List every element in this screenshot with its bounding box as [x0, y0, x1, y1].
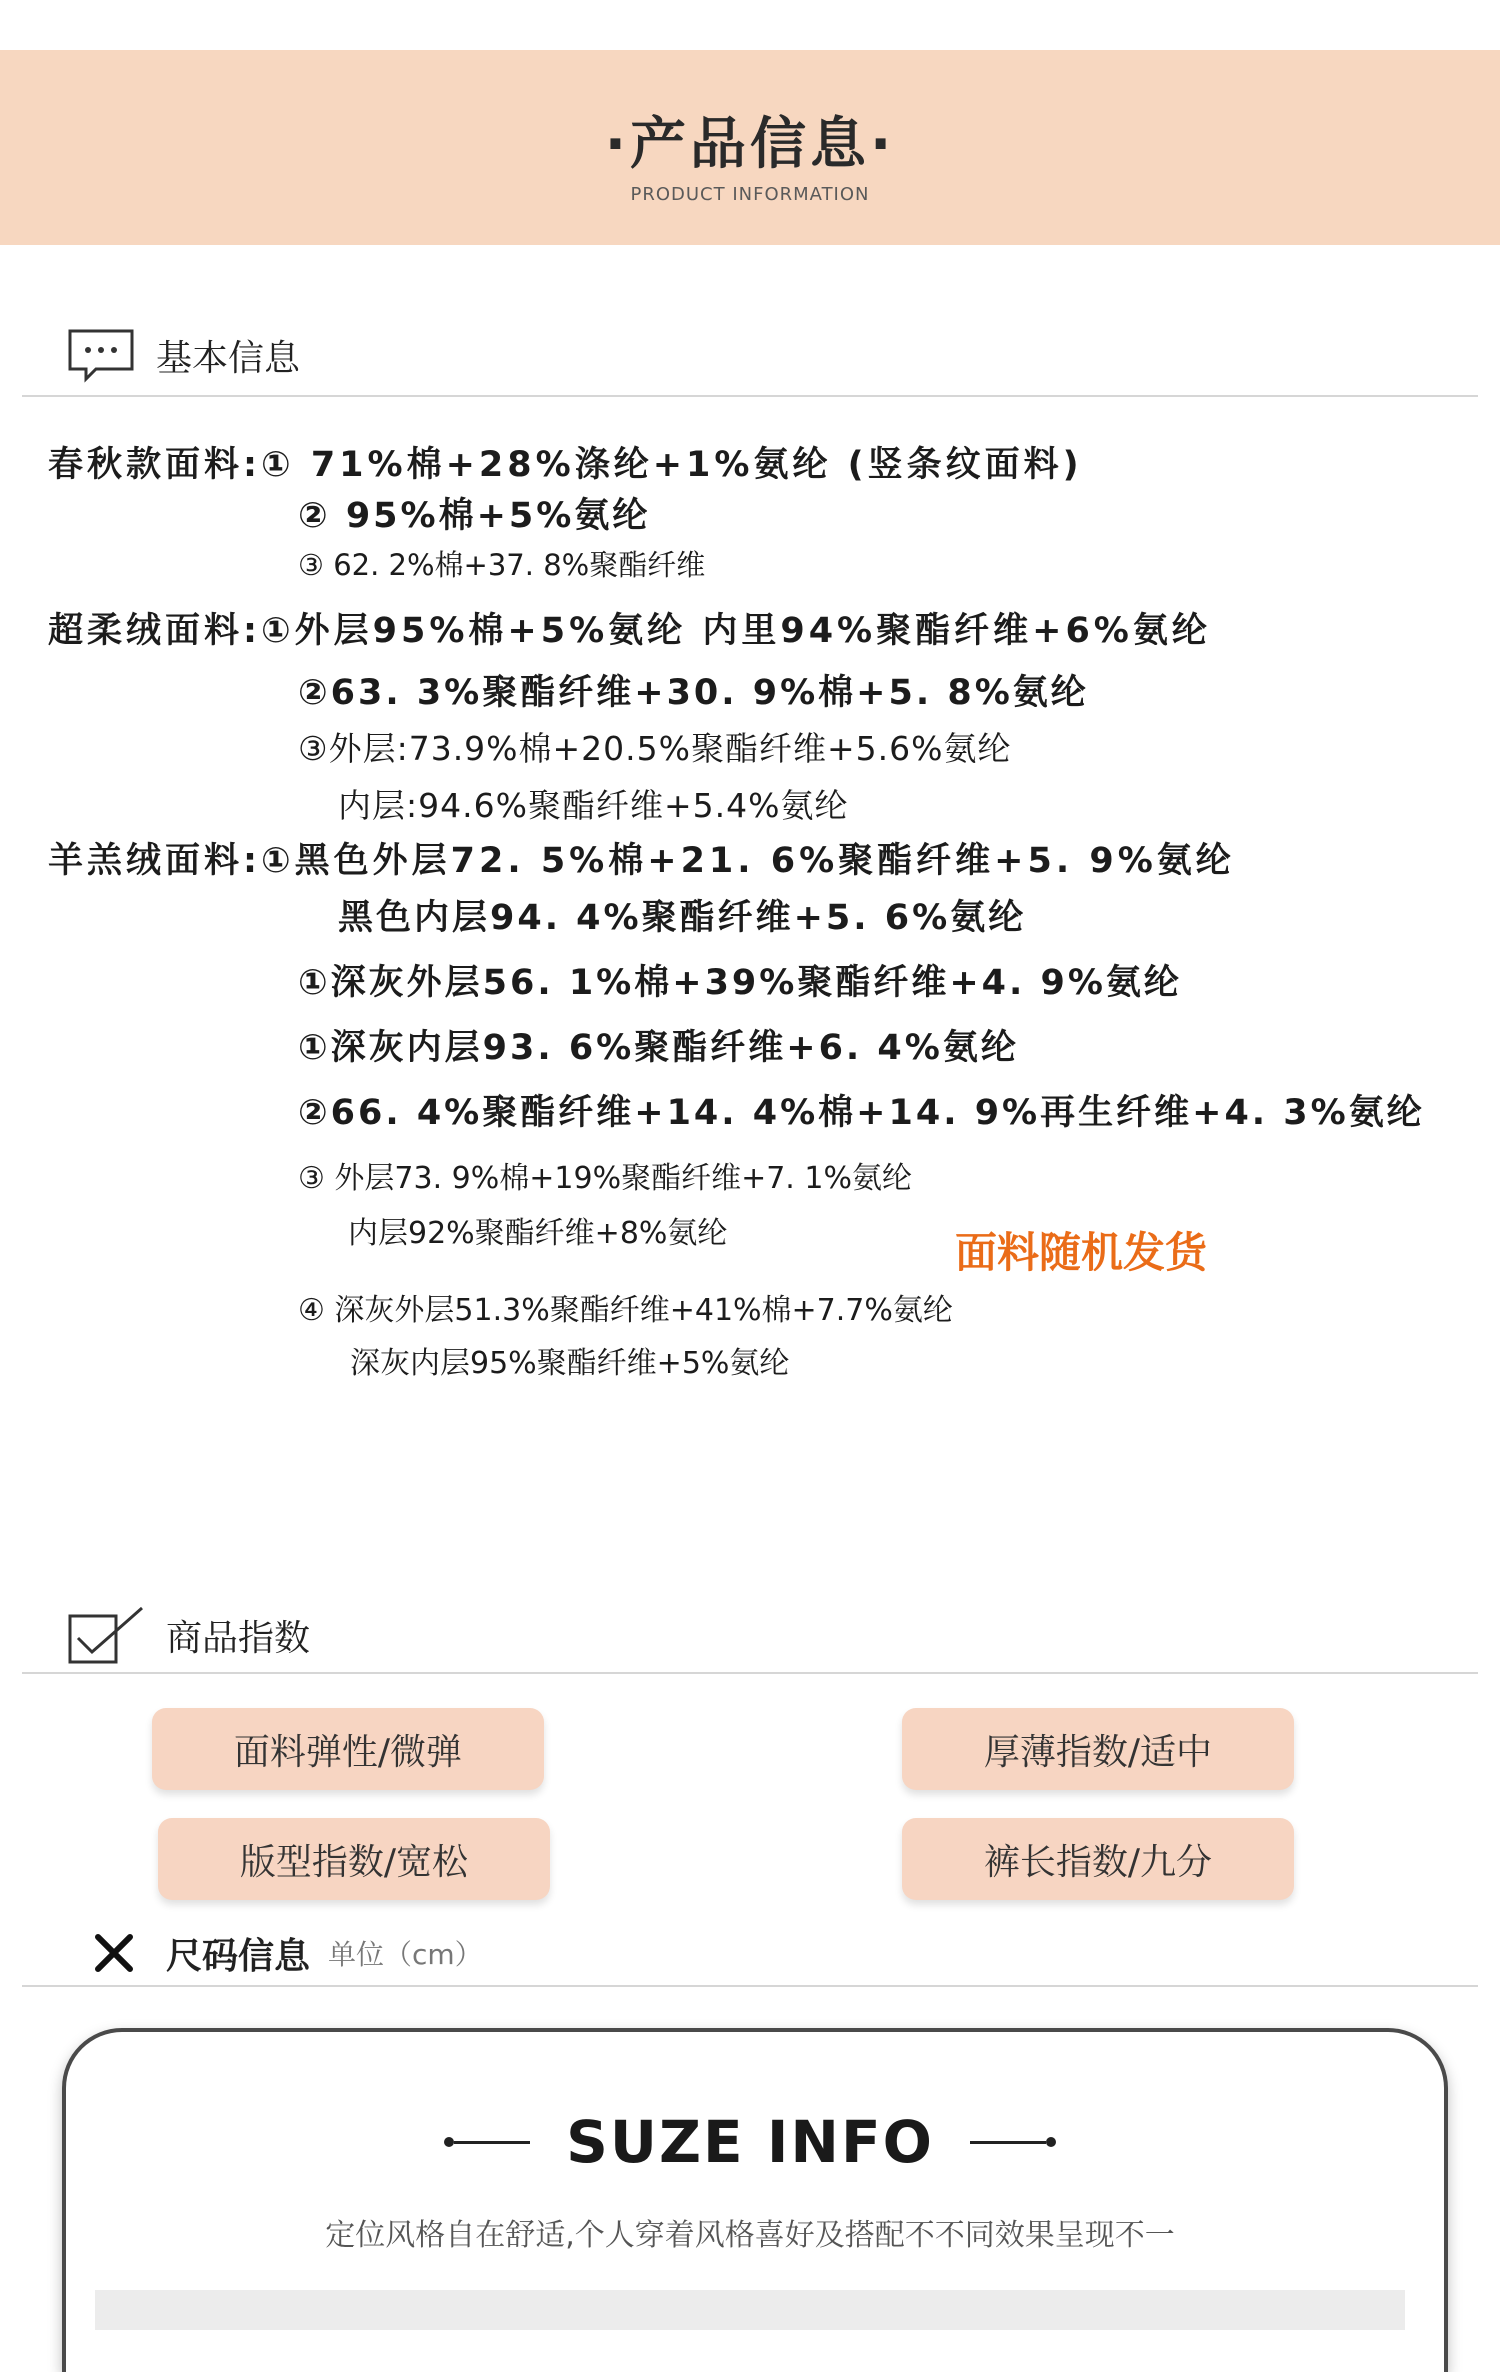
fabric-row: ②63. 3%聚酯纤维+30. 9%棉+5. 8%氨纶 [298, 673, 1089, 713]
fabric-row: 内层:94.6%聚酯纤维+5.4%氨纶 [338, 786, 849, 825]
divider [22, 395, 1478, 397]
size-info-label: 尺码信息 [166, 1935, 311, 1977]
fabric-row: 黑色内层94. 4%聚酯纤维+5. 6%氨纶 [338, 898, 1027, 938]
fabric-row: 深灰内层95%聚酯纤维+5%氨纶 [350, 1346, 790, 1381]
pants-length-pill: 裤长指数/九分 [902, 1818, 1294, 1900]
header-band [0, 50, 1500, 245]
fabric-row: ①深灰内层93. 6%聚酯纤维+6. 4%氨纶 [298, 1028, 1019, 1068]
title-ornament-left [444, 2137, 530, 2147]
size-card-title-row [0, 2108, 1500, 2176]
page-title: ·产品信息· [604, 112, 896, 177]
random-ship-note: 面料随机发货 [955, 1228, 1208, 1277]
size-table-header [95, 2290, 1405, 2330]
fabric-row: ③ 外层73. 9%棉+19%聚酯纤维+7. 1%氨纶 [298, 1161, 912, 1196]
divider [22, 1985, 1478, 1987]
fabric-row: ②66. 4%聚酯纤维+14. 4%棉+14. 9%再生纤维+4. 3%氨纶 [298, 1093, 1425, 1133]
size-card-title: SUZE INFO [566, 2108, 934, 2176]
fabric-row: ② 95%棉+5%氨纶 [298, 496, 651, 536]
fabric-row: 春秋款面料:① 71%棉+28%涤纶+1%氨纶 (竖条纹面料) [48, 445, 1083, 485]
close-x-icon [92, 1931, 136, 1975]
product-index-heading [66, 1605, 310, 1665]
size-info-heading [92, 1923, 483, 1983]
fit-pill: 版型指数/宽松 [158, 1818, 550, 1900]
fabric-row: 羊羔绒面料:①黑色外层72. 5%棉+21. 6%聚酯纤维+5. 9%氨纶 [48, 841, 1235, 881]
basic-info-heading [66, 325, 300, 385]
checkbox-check-icon [66, 1604, 146, 1666]
chat-bubble-icon [66, 327, 136, 383]
fabric-row: ①深灰外层56. 1%棉+39%聚酯纤维+4. 9%氨纶 [298, 963, 1182, 1003]
fabric-row: 超柔绒面料:①外层95%棉+5%氨纶 内里94%聚酯纤维+6%氨纶 [48, 611, 1211, 651]
size-card-description: 定位风格自在舒适,个人穿着风格喜好及搭配不不同效果呈现不一 [325, 2218, 1175, 2253]
basic-info-label: 基本信息 [156, 337, 301, 379]
fabric-row: ③ 62. 2%棉+37. 8%聚酯纤维 [298, 548, 706, 582]
divider [22, 1672, 1478, 1674]
fabric-row: 内层92%聚酯纤维+8%氨纶 [348, 1216, 728, 1251]
fabric-elasticity-pill: 面料弹性/微弹 [152, 1708, 544, 1790]
size-unit-label: 单位（cm） [328, 1938, 483, 1971]
page-subtitle: PRODUCT INFORMATION [630, 184, 870, 205]
fabric-row: ③外层:73.9%棉+20.5%聚酯纤维+5.6%氨纶 [298, 729, 1012, 768]
fabric-row: ④ 深灰外层51.3%聚酯纤维+41%棉+7.7%氨纶 [298, 1293, 953, 1328]
thickness-pill: 厚薄指数/适中 [902, 1708, 1294, 1790]
product-index-label: 商品指数 [166, 1617, 311, 1659]
title-ornament-right [970, 2137, 1056, 2147]
